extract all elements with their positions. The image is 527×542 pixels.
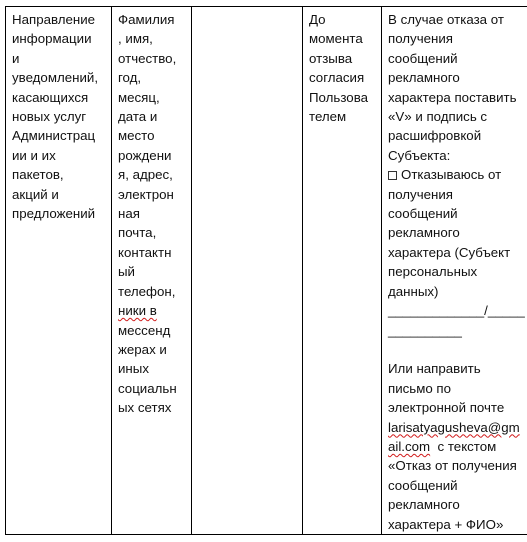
refuse-checkbox-line	[388, 165, 527, 184]
cell-line: год,	[118, 70, 142, 86]
cell-line: рекламного	[388, 497, 460, 513]
cell-line: информации	[12, 31, 92, 47]
blank-line	[388, 340, 527, 359]
cell-line: ых сетях	[118, 400, 172, 416]
cell-line: пакетов,	[12, 167, 64, 183]
cell-duration	[303, 7, 382, 535]
cell-line: сообщений	[388, 50, 458, 66]
cell-line: Или направить	[388, 361, 481, 377]
email-line-2-text: с текстом	[430, 438, 497, 454]
consent-table	[5, 6, 527, 535]
cell-line: рождени	[118, 147, 172, 163]
cell-refusal-instructions	[382, 7, 527, 535]
email-address-end[interactable]: ail.com	[388, 438, 431, 454]
cell-line: телефон,	[118, 283, 176, 299]
cell-empty	[192, 7, 303, 535]
signature-line: __________	[388, 322, 462, 338]
cell-line: мессенд	[118, 322, 171, 338]
cell-line: ная	[118, 206, 140, 222]
cell-line: касающихся	[12, 89, 89, 105]
cell-line: Пользова	[309, 89, 368, 105]
cell-line: получения	[388, 186, 454, 202]
cell-line: месяц,	[118, 89, 160, 105]
cell-line: характера (Субъект	[388, 244, 511, 260]
cell-line: ый	[118, 264, 135, 280]
cell-line: электронной почте	[388, 400, 505, 416]
cell-line: характера + ФИО»	[388, 516, 504, 532]
email-address[interactable]: larisatyagusheva@gm	[388, 419, 520, 435]
cell-line: письмо по	[388, 380, 452, 396]
signature-line: _____________/_____	[388, 303, 525, 319]
cell-line: «Отказ от получения	[388, 458, 517, 474]
cell-line: получения	[388, 31, 454, 47]
cell-line: предложений	[12, 206, 96, 222]
cell-line: отчество,	[118, 50, 177, 66]
cell-line: сообщений	[388, 206, 458, 222]
table-row	[6, 7, 527, 535]
cell-line: и	[12, 50, 20, 66]
cell-line: новых услуг	[12, 109, 87, 125]
cell-data-list	[112, 7, 192, 535]
cell-line: ии и их	[12, 147, 56, 163]
cell-line: Администрац	[12, 128, 96, 144]
cell-line: телем	[309, 109, 347, 125]
cell-line-spellcheck: ники в	[118, 303, 157, 319]
cell-line: акций и	[12, 186, 59, 202]
cell-line: данных)	[388, 283, 439, 299]
cell-line: В случае отказа от	[388, 12, 504, 27]
cell-line: Субъекта:	[388, 147, 451, 163]
cell-line: уведомлений,	[12, 70, 99, 86]
cell-purpose	[6, 7, 112, 535]
cell-line: иных	[118, 361, 149, 377]
cell-line: жерах и	[118, 341, 167, 357]
cell-line: Фамилия	[118, 12, 175, 27]
checkbox-label: Отказываюсь от	[401, 167, 502, 183]
cell-line: согласия	[309, 70, 365, 86]
refuse-checkbox[interactable]	[388, 171, 397, 180]
cell-line: расшифровкой	[388, 128, 482, 144]
cell-line: контактн	[118, 244, 172, 260]
cell-line: «V» и подпись с	[388, 109, 488, 125]
cell-line: До	[309, 12, 326, 27]
cell-line: сообщений	[388, 477, 458, 493]
cell-line: Направление	[12, 12, 96, 27]
cell-line: рекламного	[388, 225, 460, 241]
cell-line: персональных	[388, 264, 478, 280]
cell-line: момента	[309, 31, 363, 47]
cell-line: отзыва	[309, 50, 353, 66]
cell-line: рекламного	[388, 70, 460, 86]
cell-line: почта,	[118, 225, 157, 241]
cell-line: электрон	[118, 186, 174, 202]
cell-line: , имя,	[118, 31, 153, 47]
cell-line: место	[118, 128, 155, 144]
cell-line: я, адрес,	[118, 167, 173, 183]
cell-line: характера поставить	[388, 89, 517, 105]
email-line-2	[388, 437, 527, 456]
cell-line: дата и	[118, 109, 158, 125]
cell-line: социальн	[118, 380, 177, 396]
